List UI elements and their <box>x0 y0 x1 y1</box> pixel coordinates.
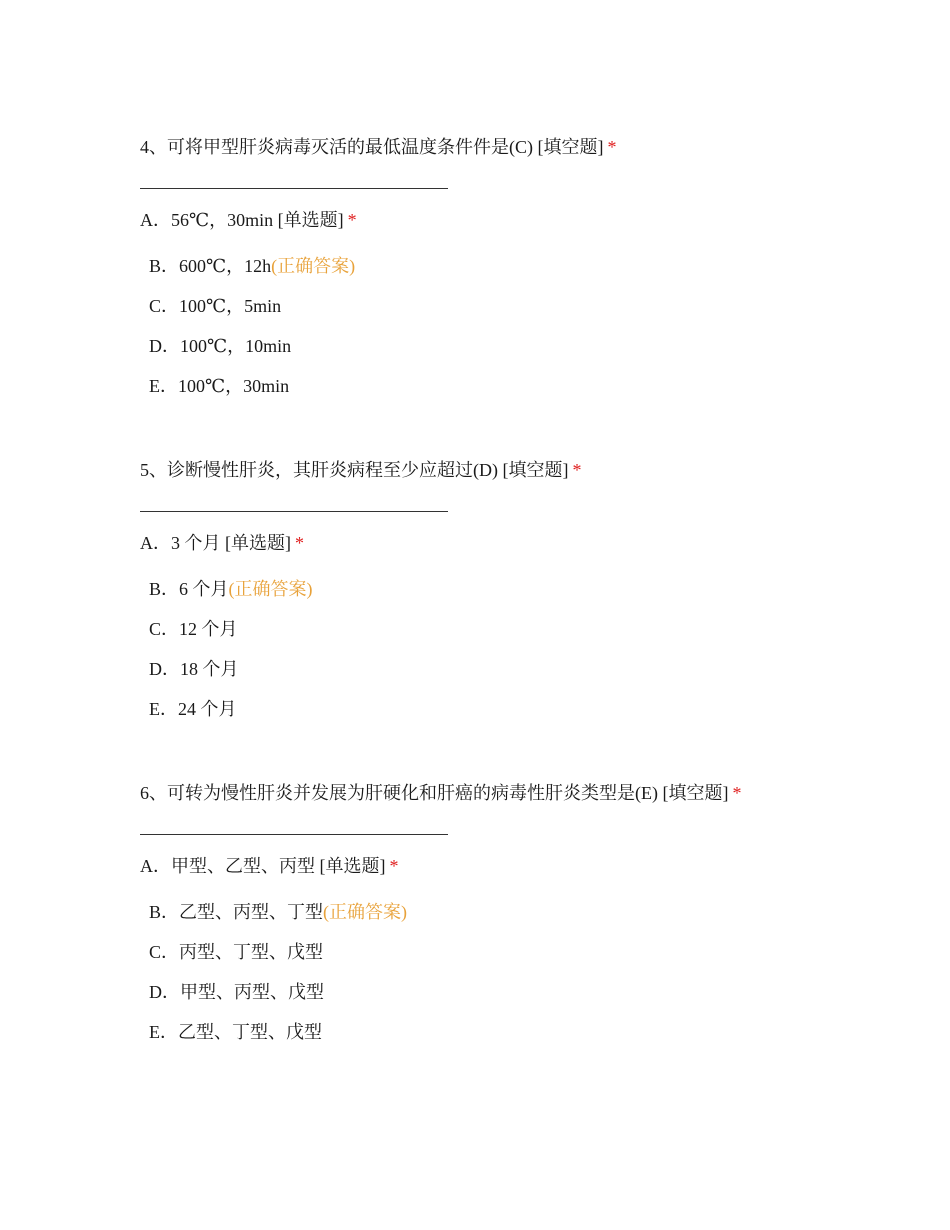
correct-answer-tag: (正确答案) <box>228 579 313 599</box>
sub-question-text: A．3 个月 [单选题] <box>140 533 291 553</box>
option-e[interactable] <box>140 698 900 720</box>
option-text: B．6 个月 <box>149 579 229 599</box>
option-d[interactable] <box>140 335 900 357</box>
question-title-text: 6、可转为慢性肝炎并发展为肝硬化和肝癌的病毒性肝炎类型是(E) [填空题] <box>140 783 729 803</box>
required-asterisk: * <box>295 533 304 553</box>
sub-question-title <box>140 532 900 554</box>
required-asterisk: * <box>389 856 399 876</box>
fill-in-blank-line[interactable] <box>140 188 448 189</box>
required-asterisk: * <box>732 783 742 803</box>
option-text: E．100℃，30min <box>149 376 290 396</box>
option-list <box>140 255 900 397</box>
option-text: E．乙型、丁型、戊型 <box>149 1022 322 1042</box>
option-text: D．18 个月 <box>149 659 239 679</box>
option-e[interactable] <box>140 1021 900 1043</box>
option-text: D．甲型、丙型、戊型 <box>149 982 324 1002</box>
option-text: B．600℃，12h <box>149 256 272 276</box>
fill-in-blank-line[interactable] <box>140 834 448 835</box>
option-d[interactable] <box>140 981 900 1003</box>
question-title <box>140 782 900 804</box>
sub-question-text: A．甲型、乙型、丙型 [单选题] <box>140 856 386 876</box>
fill-in-blank-line[interactable] <box>140 511 448 512</box>
question-5 <box>140 459 900 738</box>
question-title <box>140 136 900 158</box>
option-b[interactable] <box>140 901 900 923</box>
option-c[interactable] <box>140 941 900 963</box>
option-b[interactable] <box>140 578 900 600</box>
option-b[interactable] <box>140 255 900 277</box>
option-text: D．100℃，10min <box>149 336 292 356</box>
option-list <box>140 578 900 720</box>
required-asterisk: * <box>572 460 582 480</box>
correct-answer-tag: (正确答案) <box>323 902 408 922</box>
question-4 <box>140 136 900 415</box>
option-c[interactable] <box>140 295 900 317</box>
question-title-text: 5、诊断慢性肝炎，其肝炎病程至少应超过(D) [填空题] <box>140 460 569 480</box>
question-6 <box>140 782 900 1061</box>
option-text: B．乙型、丙型、丁型 <box>149 902 324 922</box>
sub-question-text: A．56℃，30min [单选题] <box>140 210 344 230</box>
option-text: C．12 个月 <box>149 619 238 639</box>
sub-question-title <box>140 855 900 877</box>
required-asterisk: * <box>347 210 357 230</box>
option-e[interactable] <box>140 375 900 397</box>
sub-question-title <box>140 209 900 231</box>
option-text: C．100℃，5min <box>149 296 282 316</box>
option-text: E．24 个月 <box>149 699 237 719</box>
option-c[interactable] <box>140 618 900 640</box>
question-title <box>140 459 900 481</box>
option-text: C．丙型、丁型、戊型 <box>149 942 324 962</box>
option-list <box>140 901 900 1043</box>
required-asterisk: * <box>607 137 617 157</box>
correct-answer-tag: (正确答案) <box>271 256 356 276</box>
question-title-text: 4、可将甲型肝炎病毒灭活的最低温度条件件是(C) [填空题] <box>140 137 604 157</box>
option-d[interactable] <box>140 658 900 680</box>
